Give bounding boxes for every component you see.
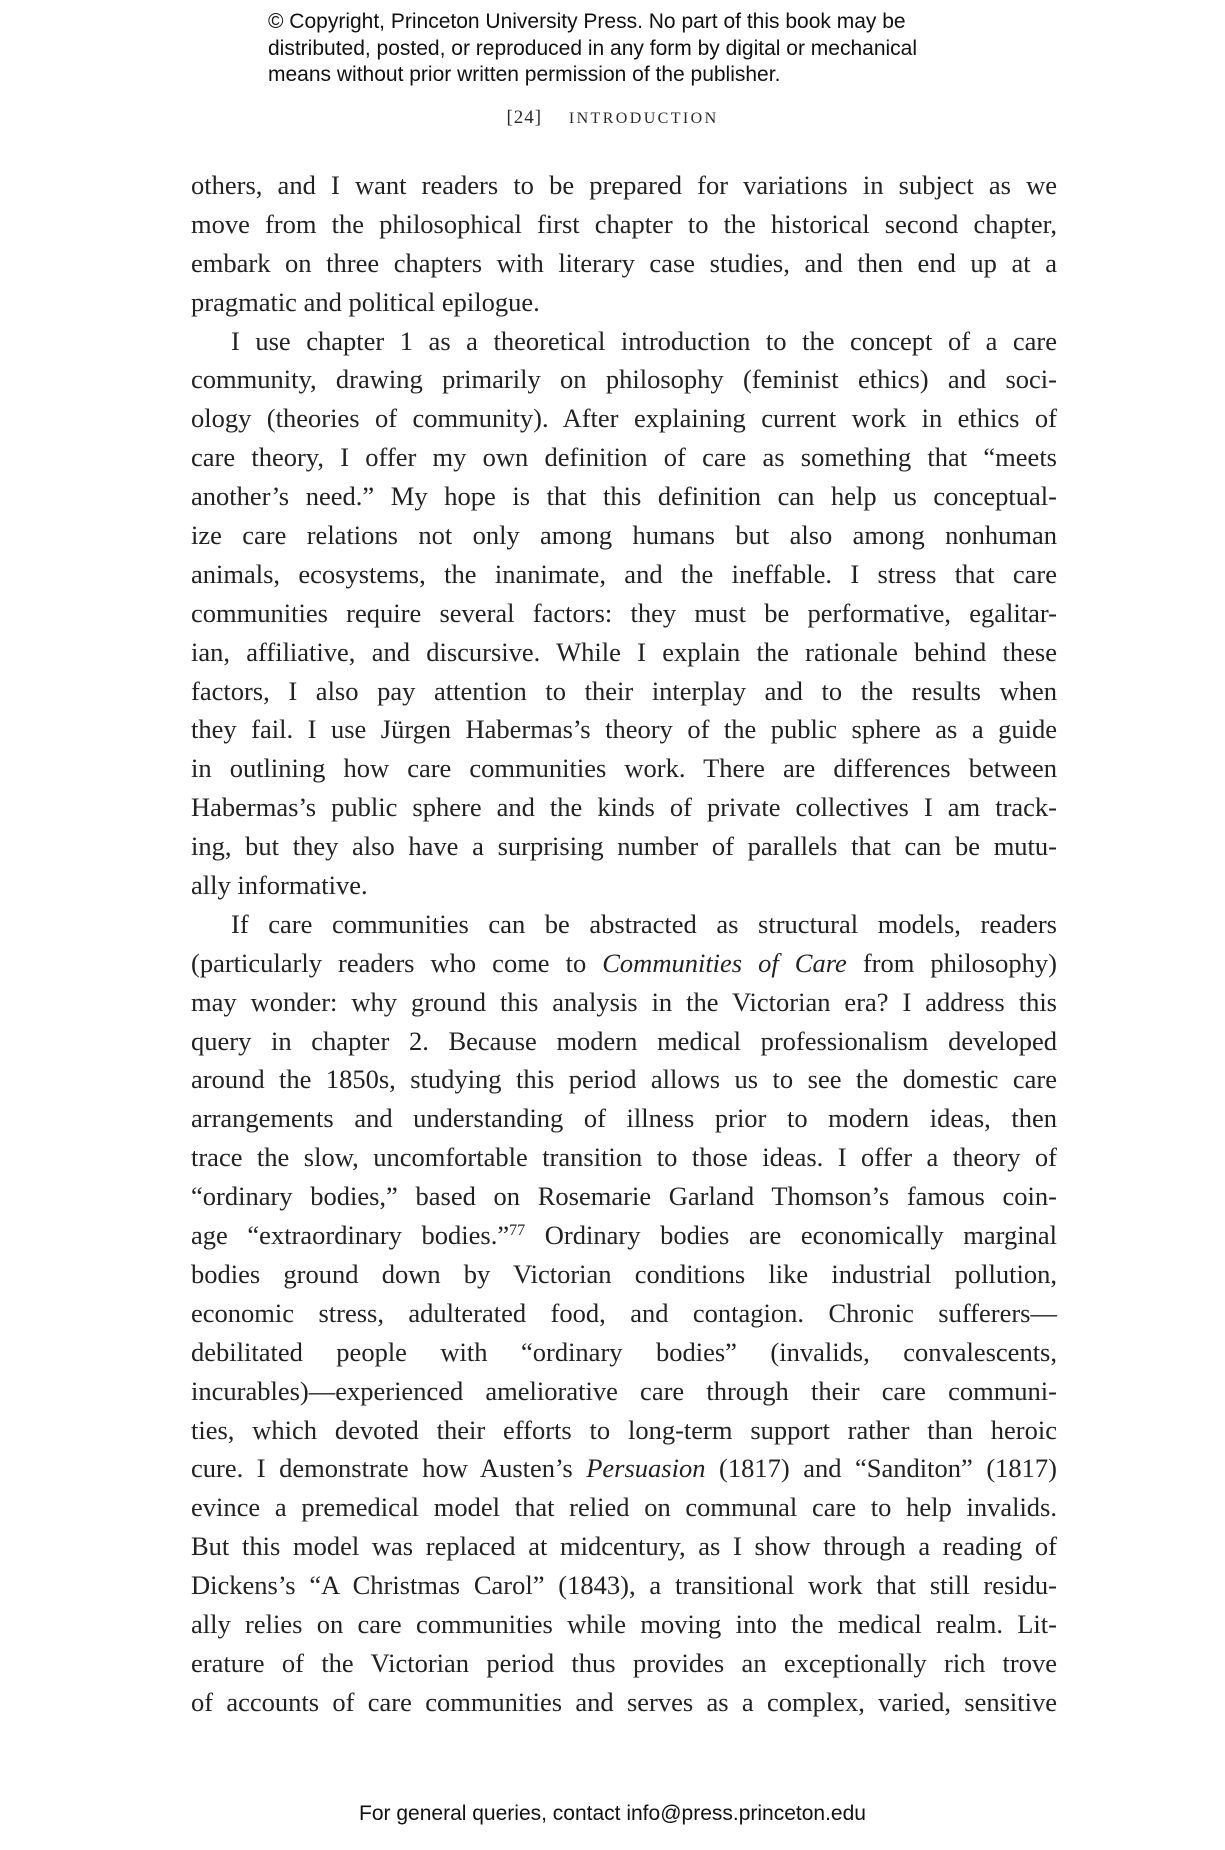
text-segment: I use chapter 1 as a theoretical introduction to the concept of a care	[231, 325, 1057, 356]
text-segment: ology (theories of community). After explaining current work in ethics of	[191, 403, 1057, 434]
text-segment: ties, which devoted their efforts to long-term support rather than heroic	[191, 1414, 1057, 1445]
text-line	[191, 555, 1057, 594]
text-line	[191, 710, 1057, 749]
text-line	[191, 322, 1057, 361]
text-line	[191, 1605, 1057, 1644]
text-line	[191, 672, 1057, 711]
text-line	[191, 1216, 1057, 1255]
text-segment: move from the philosophical first chapter to the historical second chapter,	[191, 208, 1057, 239]
text-segment: animals, ecosystems, the inanimate, and the ineffable. I stress that care	[191, 558, 1057, 589]
text-line	[191, 477, 1057, 516]
text-line	[191, 866, 1057, 905]
text-segment: query in chapter 2. Because modern medical professionalism developed	[191, 1025, 1057, 1056]
text-line	[191, 438, 1057, 477]
text-line	[191, 633, 1057, 672]
text-segment: others, and I want readers to be prepared for variations in subject as we	[191, 170, 1057, 200]
text-line	[191, 1488, 1057, 1527]
text-segment: community, drawing primarily on philosophy (feminist ethics) and soci-	[191, 364, 1057, 395]
text-segment: cure. I demonstrate how Austen’s	[191, 1453, 587, 1484]
text-line	[191, 1333, 1057, 1372]
text-segment: evince a premedical model that relied on communal care to help invalids.	[191, 1492, 1057, 1523]
text-line	[191, 1022, 1057, 1061]
text-line	[191, 1411, 1057, 1450]
text-line	[191, 905, 1057, 944]
text-line	[191, 1449, 1057, 1488]
copyright-notice-line: © Copyright, Princeton University Press. No part of this book may be	[268, 10, 906, 33]
body-text	[191, 166, 1057, 1722]
text-segment: pragmatic and political epilogue.	[191, 286, 540, 317]
text-line	[191, 1294, 1057, 1333]
text-segment: another’s need.” My hope is that this definition can help us conceptual-	[191, 481, 1057, 512]
text-segment: (particularly readers who come to	[191, 947, 603, 978]
text-line	[191, 205, 1057, 244]
text-line	[191, 1683, 1057, 1722]
italic-title: Communities of Care	[602, 947, 847, 978]
text-line	[191, 1255, 1057, 1294]
text-line	[191, 1566, 1057, 1605]
text-line	[191, 1099, 1057, 1138]
text-segment: “ordinary bodies,” based on Rosemarie Garland Thomson’s famous coin-	[191, 1181, 1057, 1212]
text-segment: ally informative.	[191, 870, 368, 901]
text-segment: embark on three chapters with literary case studies, and then end up at a	[191, 247, 1057, 278]
text-line	[191, 1177, 1057, 1216]
text-segment: economic stress, adulterated food, and contagion. Chronic sufferers—	[191, 1297, 1057, 1328]
text-segment: ally relies on care communities while moving into the medical realm. Lit-	[191, 1608, 1057, 1639]
text-segment: trace the slow, uncomfortable transition to those ideas. I offer a theory of	[191, 1142, 1057, 1173]
text-line	[191, 983, 1057, 1022]
text-segment: of accounts of care communities and serves as a complex, varied, sensitive	[191, 1686, 1057, 1717]
text-line	[191, 283, 1057, 322]
text-line	[191, 399, 1057, 438]
text-segment: erature of the Victorian period thus provides an exceptionally rich trove	[191, 1647, 1057, 1678]
text-segment: (1817) and “Sanditon” (1817)	[705, 1453, 1057, 1484]
running-head	[0, 107, 1225, 129]
text-segment: care theory, I offer my own definition of care as something that “meets	[191, 442, 1057, 473]
text-line	[191, 1138, 1057, 1177]
section-title: INTRODUCTION	[568, 110, 719, 127]
text-segment: debilitated people with “ordinary bodies” (invalids, convalescents,	[191, 1336, 1057, 1367]
text-segment: bodies ground down by Victorian conditions like industrial pollution,	[191, 1258, 1057, 1289]
text-line	[191, 1372, 1057, 1411]
text-line	[191, 1060, 1057, 1099]
text-segment: ian, affiliative, and discursive. While I explain the rationale behind these	[191, 636, 1057, 667]
text-segment: in outlining how care communities work. There are differences between	[191, 753, 1057, 784]
footnote-reference[interactable]: 77	[509, 1222, 526, 1240]
text-segment: around the 1850s, studying this period allows us to see the domestic care	[191, 1064, 1057, 1095]
text-line	[191, 788, 1057, 827]
text-segment: arrangements and understanding of illness prior to modern ideas, then	[191, 1103, 1057, 1134]
text-line	[191, 360, 1057, 399]
text-line	[191, 166, 1057, 205]
copyright-notice-line: distributed, posted, or reproduced in any form by digital or mechanical	[268, 36, 918, 60]
text-segment: from philosophy)	[846, 947, 1057, 978]
text-line	[191, 1644, 1057, 1683]
text-segment: they fail. I use Jürgen Habermas’s theory of the public sphere as a guide	[191, 714, 1057, 745]
paragraph	[191, 322, 1057, 905]
page-number: [24]	[506, 107, 543, 128]
text-segment: ing, but they also have a surprising number of parallels that can be mutu-	[191, 831, 1057, 862]
text-segment: may wonder: why ground this analysis in the Victorian era? I address this	[191, 986, 1057, 1017]
paragraph	[191, 166, 1057, 322]
text-segment: incurables)—experienced ameliorative care through their care communi-	[191, 1375, 1057, 1406]
text-segment: If care communities can be abstracted as structural models, readers	[231, 908, 1057, 939]
text-line	[191, 516, 1057, 555]
text-segment: factors, I also pay attention to their interplay and to the results when	[191, 675, 1057, 706]
text-segment: Dickens’s “A Christmas Carol” (1843), a transitional work that still residu-	[191, 1570, 1057, 1601]
text-line	[191, 827, 1057, 866]
text-segment: Habermas’s public sphere and the kinds of private collectives I am track-	[191, 792, 1057, 823]
text-segment: But this model was replaced at midcentury, as I show through a reading of	[191, 1531, 1057, 1562]
text-segment: Ordinary bodies are economically marginal	[525, 1220, 1057, 1251]
copyright-notice	[268, 9, 1028, 89]
text-line	[191, 749, 1057, 788]
text-line	[191, 944, 1057, 983]
italic-title: Persuasion	[586, 1453, 706, 1484]
contact-footer: For general queries, contact info@press.princeton.edu	[359, 1802, 866, 1825]
text-segment: communities require several factors: they must be performative, egalitar-	[191, 597, 1057, 628]
copyright-notice-line: means without prior written permission of the publisher.	[268, 63, 781, 86]
text-line	[191, 1527, 1057, 1566]
text-line	[191, 594, 1057, 633]
text-line	[191, 244, 1057, 283]
paragraph	[191, 905, 1057, 1722]
text-segment: ize care relations not only among humans but also among nonhuman	[191, 520, 1057, 551]
text-segment: age “extraordinary bodies.”	[191, 1220, 510, 1251]
